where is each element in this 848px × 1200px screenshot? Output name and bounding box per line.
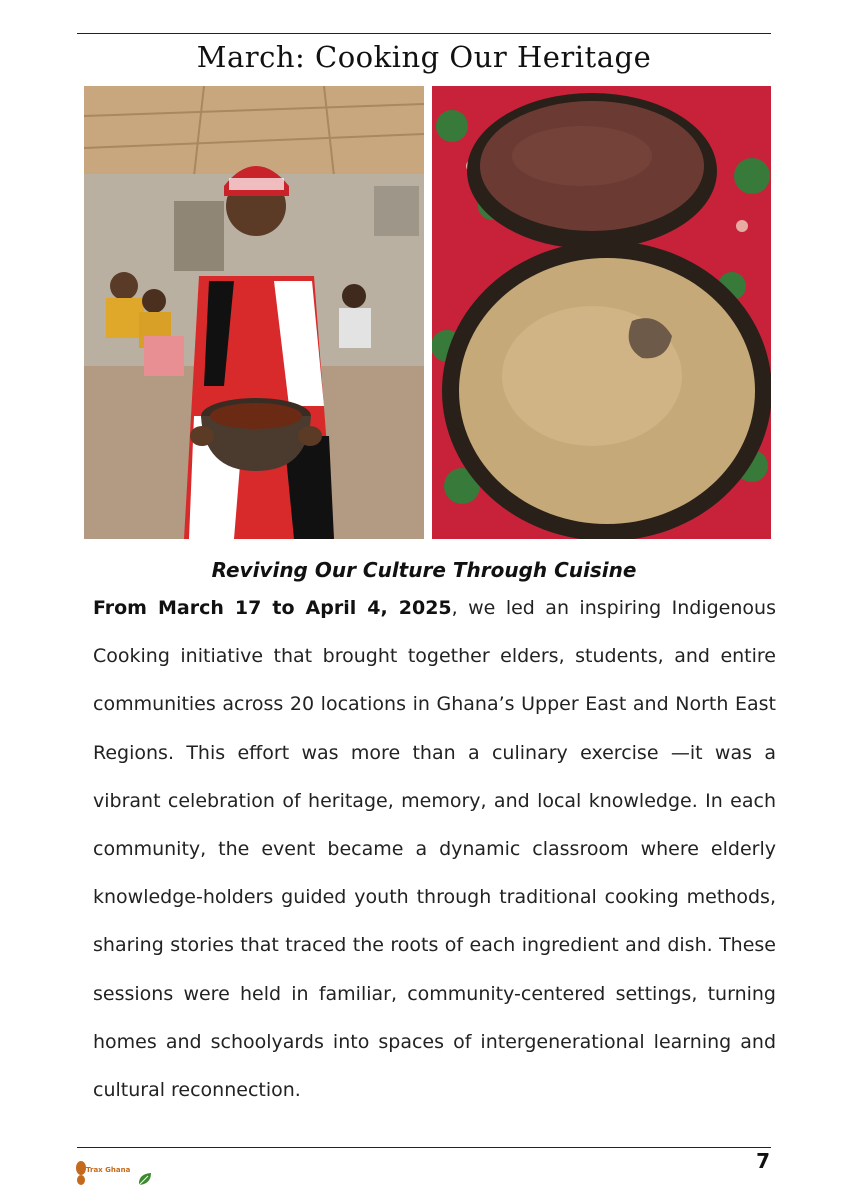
photo-traditional-dishes — [432, 86, 771, 539]
page-number: 7 — [756, 1149, 770, 1173]
body-lead-dates: From March 17 to April 4, 2025 — [93, 597, 452, 619]
body-text-rest: , we led an inspiring Indigenous Cooking initiative that brought together elders, students, and entire communities across 20 locations in Ghana’s Upper East and North East Regions. This effort was more than a culinary exercise —it was a vibrant celebration of heritage, memory, and local knowledge. In each community, the event became a dynamic classroom where elderly knowledge-holders guided youth through traditional cooking methods, sharing stories that traced the roots of each ingredient and dish. These sessions were held in familiar, community-centered settings, turning homes and schoolyards into spaces of intergenerational learning and cultural reconnection. — [93, 597, 776, 1102]
section-subtitle: Reviving Our Culture Through Cuisine — [211, 558, 637, 582]
body-paragraph — [93, 584, 776, 1114]
top-rule — [77, 33, 771, 34]
page-title: March: Cooking Our Heritage — [196, 40, 652, 74]
bottom-rule — [77, 1147, 771, 1148]
photo-woman-holding-pot — [84, 86, 424, 539]
trax-ghana-logo — [74, 1160, 132, 1188]
logo-text: Trax Ghana — [86, 1166, 131, 1174]
leaf-icon — [136, 1170, 154, 1188]
